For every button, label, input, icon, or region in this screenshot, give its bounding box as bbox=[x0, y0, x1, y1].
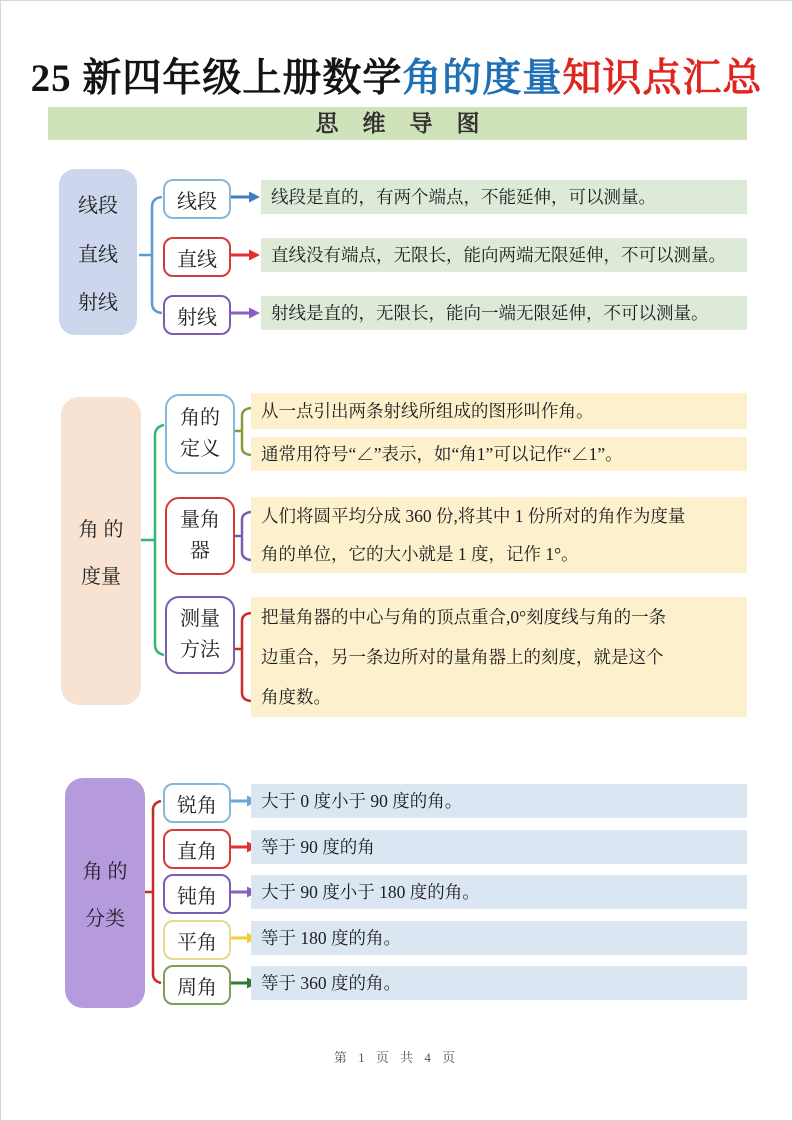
node-line: 测量 bbox=[180, 608, 220, 630]
node-segment: 线段 bbox=[163, 179, 231, 219]
node-angle-definition bbox=[165, 394, 235, 474]
bracket bbox=[139, 197, 162, 313]
root-line: 直线 bbox=[78, 243, 118, 266]
root-box-angle-types bbox=[65, 778, 145, 1008]
title-part-black: 25 新四年级上册数学 bbox=[30, 57, 403, 100]
title-part-red: 知识点汇总 bbox=[562, 57, 763, 100]
sub-bracket-protractor bbox=[233, 512, 251, 560]
page-title bbox=[1, 47, 792, 103]
arrow-head bbox=[249, 308, 260, 319]
desc-line: 角度数。 bbox=[261, 687, 331, 707]
node-ray: 射线 bbox=[163, 295, 231, 335]
node-measure-method bbox=[165, 596, 235, 674]
page-number: 第 1 页 共 4 页 bbox=[333, 1050, 460, 1065]
page-footer bbox=[1, 1047, 792, 1066]
node-straight-angle: 平角 bbox=[163, 920, 231, 960]
desc-measure-method bbox=[251, 597, 747, 717]
title-part-blue: 角的度量 bbox=[402, 57, 563, 100]
desc-line: 人们将圆平均分成 360 份,将其中 1 份所对的角作为度量 bbox=[261, 506, 686, 526]
node-protractor bbox=[165, 497, 235, 575]
desc-line: 把量角器的中心与角的顶点重合,0°刻度线与角的一条 bbox=[261, 607, 667, 627]
node-line: 定义 bbox=[180, 438, 220, 460]
desc-protractor bbox=[251, 497, 747, 573]
root-line: 角 的 bbox=[78, 519, 124, 541]
desc-segment: 线段是直的，有两个端点，不能延伸，可以测量。 bbox=[261, 180, 747, 214]
node-line: 角的 bbox=[180, 407, 220, 429]
desc-acute-angle: 大于 0 度小于 90 度的角。 bbox=[251, 784, 747, 818]
root-line: 线段 bbox=[78, 194, 118, 217]
desc-line: 边重合，另一条边所对的量角器上的刻度，就是这个 bbox=[261, 647, 664, 667]
node-straight-line: 直线 bbox=[163, 237, 231, 277]
sub-bracket-method bbox=[233, 613, 251, 701]
desc-obtuse-angle: 大于 90 度小于 180 度的角。 bbox=[251, 875, 747, 909]
node-line: 器 bbox=[190, 540, 210, 562]
root-line: 分类 bbox=[85, 908, 125, 930]
root-line: 度量 bbox=[81, 566, 121, 588]
bracket bbox=[140, 425, 164, 655]
desc-definition-line1: 从一点引出两条射线所组成的图形叫作角。 bbox=[251, 393, 747, 429]
arrow-head bbox=[249, 250, 260, 261]
node-right-angle: 直角 bbox=[163, 829, 231, 869]
mindmap-banner bbox=[48, 107, 747, 140]
desc-straight-angle: 等于 180 度的角。 bbox=[251, 921, 747, 955]
node-line: 方法 bbox=[180, 639, 220, 661]
node-line: 量角 bbox=[180, 509, 220, 531]
root-box-angle-measure bbox=[61, 397, 141, 705]
root-line: 射线 bbox=[78, 292, 118, 315]
root-line: 角 的 bbox=[82, 861, 128, 883]
banner-label: 思维导图 bbox=[315, 111, 504, 136]
sub-bracket-definition bbox=[233, 408, 251, 455]
desc-line: 角的单位，它的大小就是 1 度，记作 1°。 bbox=[261, 544, 579, 564]
node-acute-angle: 锐角 bbox=[163, 783, 231, 823]
desc-round-angle: 等于 360 度的角。 bbox=[251, 966, 747, 1000]
node-round-angle: 周角 bbox=[163, 965, 231, 1005]
desc-right-angle: 等于 90 度的角 bbox=[251, 830, 747, 864]
arrow-head bbox=[249, 192, 260, 203]
root-box-lines bbox=[59, 169, 137, 335]
desc-definition-line2: 通常用符号“∠”表示，如“角1”可以记作“∠1”。 bbox=[251, 437, 747, 471]
desc-straight-line: 直线没有端点，无限长，能向两端无限延伸，不可以测量。 bbox=[261, 238, 747, 272]
node-obtuse-angle: 钝角 bbox=[163, 874, 231, 914]
desc-ray: 射线是直的，无限长，能向一端无限延伸，不可以测量。 bbox=[261, 296, 747, 330]
